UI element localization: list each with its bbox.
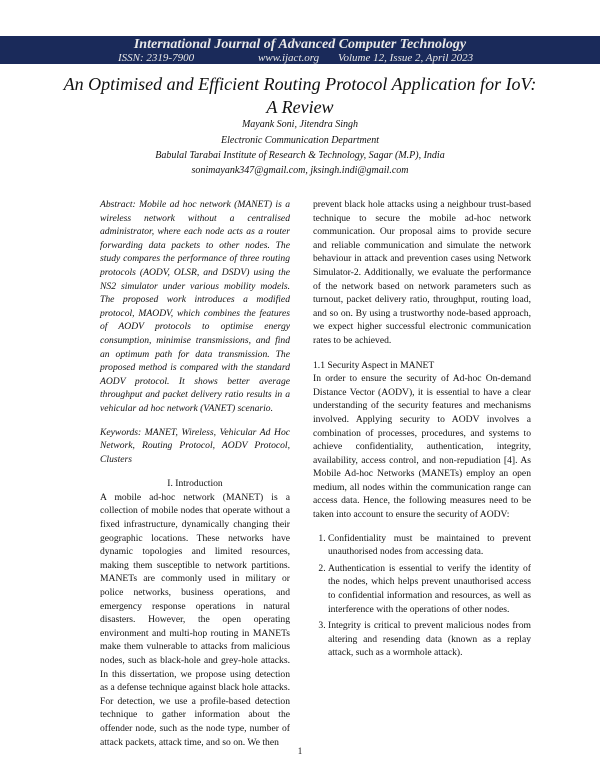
introduction-heading: I. Introduction [167,478,223,490]
institute: Babulal Tarabai Institute of Research & Technology, Sagar (M.P), India [155,150,445,161]
journal-title: International Journal of Advanced Computer Technology [133,37,467,52]
right-column [313,198,531,663]
author-emails: sonimayank347@gmail.com, jksingh.indi@gmail.com [191,165,409,176]
journal-website: www.ijact.org [258,52,320,64]
left-column [100,198,290,749]
keywords: Keywords: MANET, Wireless, Vehicular Ad Hoc Network, Routing Protocol, AODV Protocol, Clusters [100,426,290,465]
list-item: 1. Confidentiality must be maintained to prevent unauthorised nodes from accessing data. [328,532,531,559]
volume-info: Volume 12, Issue 2, April 2023 [338,52,474,64]
security-section-body: In order to ensure the security of Ad-hoc On-demand Distance Vector (AODV), it is essential to have a clear understanding of the security features and mechanisms involved. Applying security to AODV involves a combination of processes, procedures, and systems to achieve confidentiality, authentication, integrity, availability, access control, and non-repudiation [4]. As Mobile Ad-hoc Networks (MANETs) employ an open medium, all nodes within the communication range can access data. Hence, the following measures need to be taken into account to ensure the security of AODV: [313,373,531,521]
introduction-continuation: prevent black hole attacks using a neighbour trust-based technique to secure the mobile ad-hoc network communication. Our proposal aims to provide secure and reliable communication and simulate the network behaviour in attack and prevention cases using Network Simulator-2. Additionally, we evaluate the performance of the network based on network parameters such as turnout, packet delivery ratio, throughput, routing load, and so on. By using a trustworthy node-based approach, we expect higher successful electronic communication rates to be achieved. [313,199,531,346]
security-section-heading: 1.1 Security Aspect in MANET [313,359,435,371]
department: Electronic Communication Department [221,135,379,146]
authors: Mayank Soni, Jitendra Singh [241,119,359,130]
introduction-body: A mobile ad-hoc network (MANET) is a collection of mobile nodes that operate without a fixed infrastructure, dynamically changing their geographic locations. These networks have dynamic topologies and limited resources, making them susceptible to network partitions. MANETs are commonly used in military or police networks, business operations, and emergency response operations in natural disasters. However, the open operating environment and multi-hop routing in MANETs make them vulnerable to attacks from malicious nodes, such as black-hole and grey-hole attacks. In this dissertation, we propose using detection as a defense technique against black hole attacks. For detection, we use a profile-based detection technique to gather information about the offender node, such as the node type, number of attack packets, attack time, and so on. We then [100,491,290,748]
abstract: Abstract: Mobile ad hoc network (MANET) is a wireless network without a centralised administrator, where each node acts as a router forwarding data packets to other nodes. The study compares the performance of three routing protocols (AODV, OLSR, and DSDV) using the NS2 simulator under various mobility models. The proposed work introduces a modified protocol, MAODV, which combines the features of AODV protocols to optimise energy consumption, minimise transmissions, and find an optimum path for data transmission. The proposed method is compared with the standard AODV protocol. It shows better average throughput and packet delivery ratio results in a vehicular ad hoc network (VANET) scenario. [100,199,290,414]
list-item: 3. Integrity is critical to prevent malicious nodes from altering and resending data (known as a replay attack, such as a wormhole attack). [328,619,531,660]
page-number: 1 [297,746,303,756]
security-measures-list [313,532,531,660]
list-item: 2. Authentication is essential to verify the identity of the nodes, which helps prevent unauthorised access to confidential information and resources, as well as interference with the operations of other nodes. [328,562,531,616]
issn-label: ISSN: 2319-7900 [118,52,195,64]
paper-title: An Optimised and Efficient Routing Protocol Application for IoV: A Review [63,74,537,117]
